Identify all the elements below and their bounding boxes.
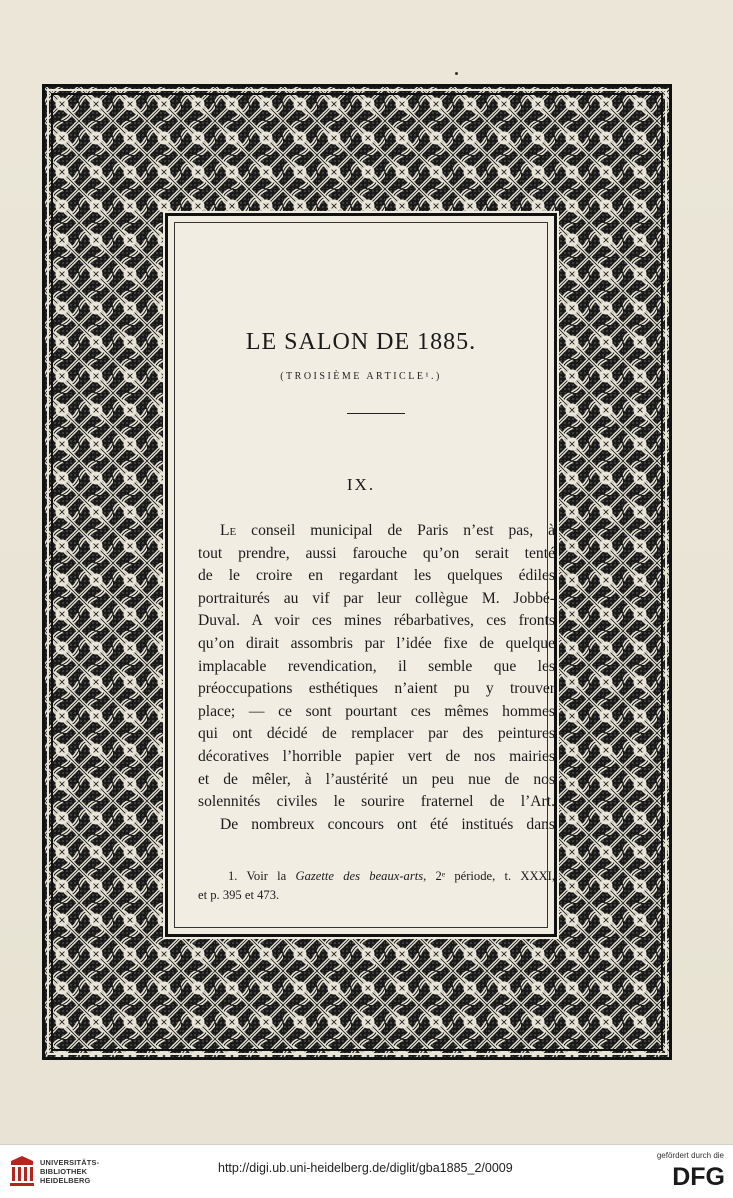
body-line: tout prendre, aussi farouche qu’on serait tenté bbox=[198, 544, 555, 562]
title-rule bbox=[347, 413, 405, 414]
body-line: solennités civiles le sourire fraternel de l’Art. bbox=[198, 793, 555, 811]
body-paragraph bbox=[198, 520, 555, 836]
university-library-logo-icon[interactable] bbox=[8, 1155, 36, 1189]
footnote-line: et p. 395 et 473. bbox=[198, 888, 280, 902]
permalink-url[interactable]: http://digi.ub.uni-heidelberg.de/diglit/gba1885_2/0009 bbox=[218, 1161, 513, 1175]
body-line: qui ont décidé de remplacer par des peintures bbox=[198, 725, 555, 743]
footnote-line: 1. Voir la Gazette des beaux-arts, 2ᵉ période, t. XXXI, bbox=[228, 869, 555, 883]
body-line: Duval. A voir ces mines rébarbatives, ces fronts bbox=[198, 612, 555, 630]
funding-label: gefördert durch die bbox=[656, 1151, 724, 1160]
viewer-footer bbox=[0, 1144, 733, 1198]
body-line: place; — ce sont pourtant ces mêmes hommes bbox=[198, 702, 555, 720]
body-line: portraiturés au vif par leur collègue M. Jobbé- bbox=[198, 589, 555, 607]
article-subtitle: (TROISIÈME ARTICLE¹.) bbox=[280, 371, 442, 382]
dfg-logo[interactable]: DFG bbox=[672, 1163, 725, 1191]
drop-lead-word: Le bbox=[220, 522, 237, 539]
library-name[interactable]: UNIVERSITÄTS- BIBLIOTHEK HEIDELBERG bbox=[40, 1158, 100, 1185]
article-title: LE SALON DE 1885. bbox=[245, 329, 477, 355]
body-line: préoccupations esthétiques n’aient pu y trouver bbox=[198, 680, 555, 698]
ornamental-frame bbox=[42, 84, 672, 1060]
ink-speck bbox=[455, 72, 458, 75]
text-panel bbox=[174, 222, 555, 928]
journal-title: Gazette des beaux-arts bbox=[295, 869, 424, 883]
body-line: implacable revendication, il semble que les bbox=[198, 657, 555, 675]
body-line: De nombreux concours ont été institués dans bbox=[220, 815, 555, 833]
body-line: de le croire en regardant les quelques édiles bbox=[198, 567, 555, 585]
section-number: IX. bbox=[346, 475, 376, 494]
body-line: et de mêler, à l’austérité un peu nue de nos bbox=[198, 770, 555, 788]
body-line: qu’on dirait assombris par l’idée fixe de quelque bbox=[198, 634, 555, 652]
body-line: Le conseil municipal de Paris n’est pas, à bbox=[220, 522, 555, 539]
body-line: décoratives l’horrible papier vert de nos mairies bbox=[198, 747, 555, 765]
footnote bbox=[198, 867, 555, 905]
text-panel-border bbox=[165, 213, 557, 937]
